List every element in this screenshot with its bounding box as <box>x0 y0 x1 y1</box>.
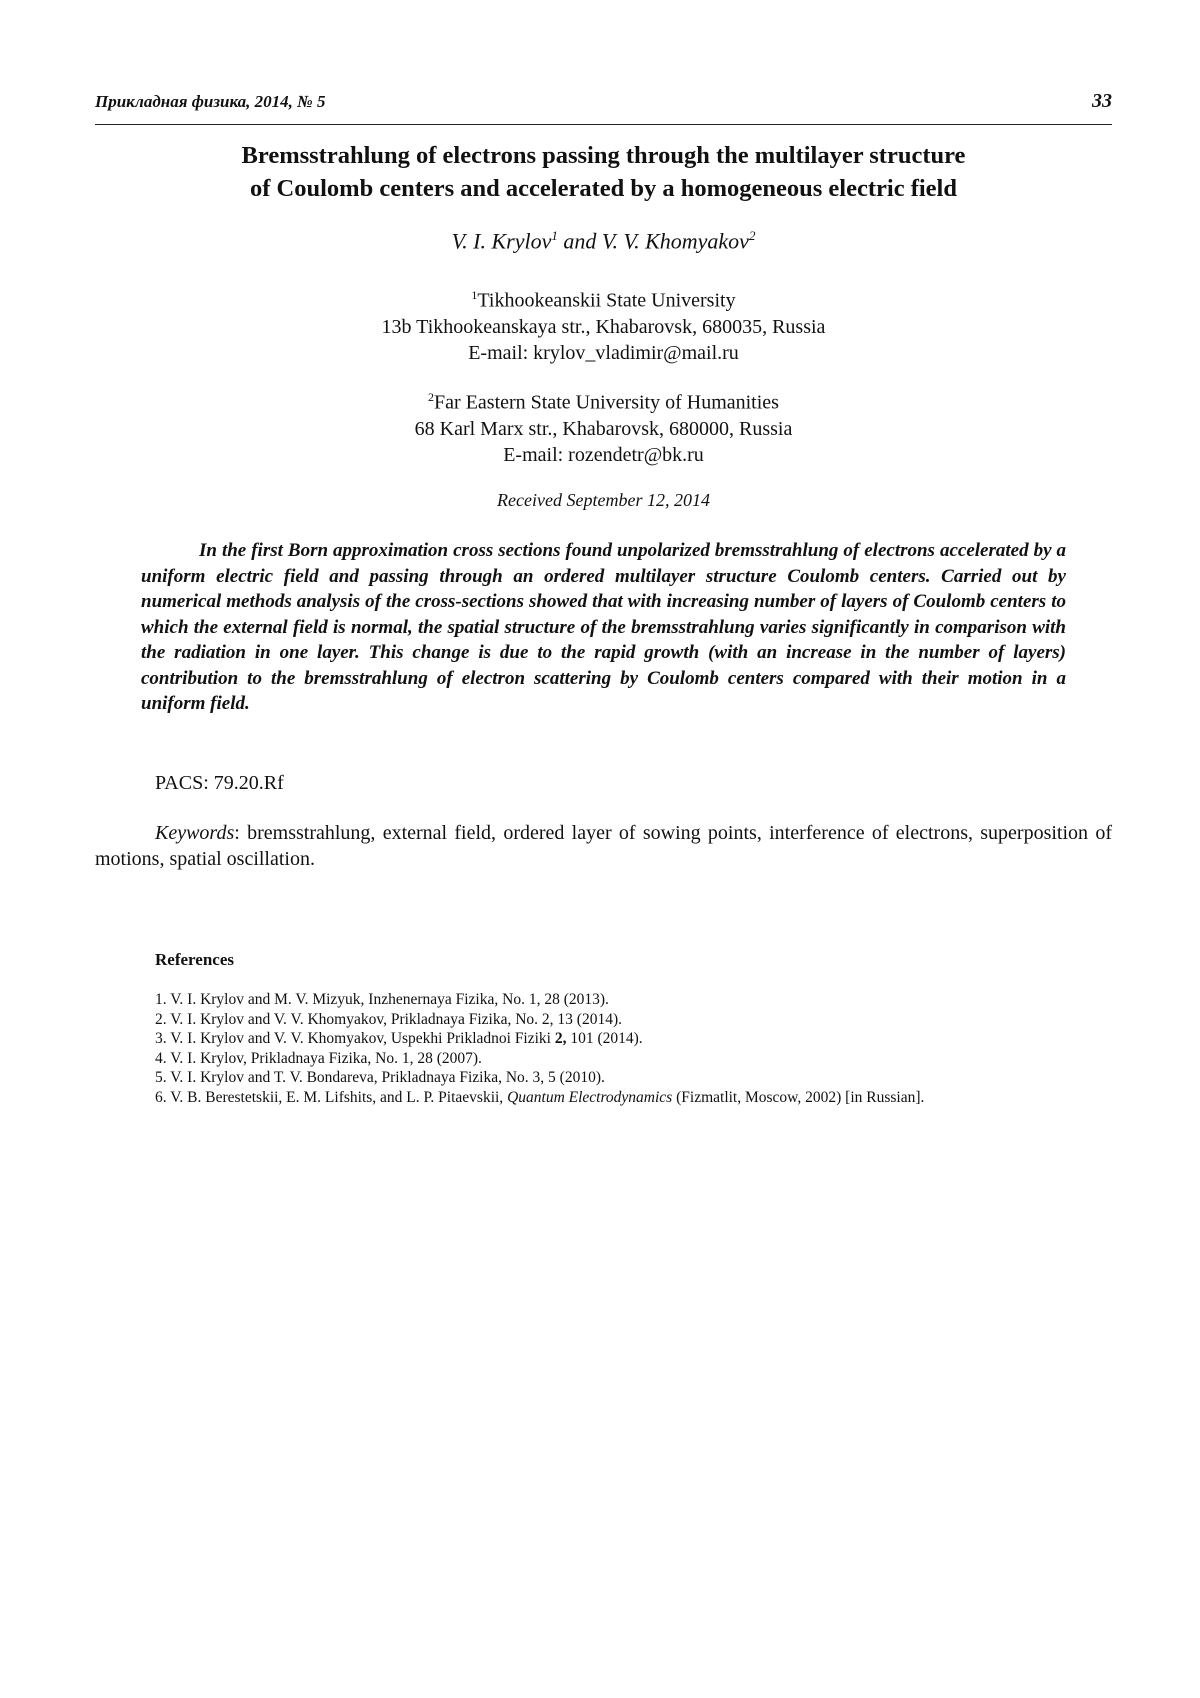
affiliation-1 <box>95 282 1112 366</box>
affiliation-1-name: Tikhookeanskii State University <box>477 289 736 312</box>
reference-item <box>155 1029 1115 1049</box>
references-heading: References <box>155 950 234 969</box>
keywords-label: Keywords <box>155 822 235 844</box>
reference-item: 1. V. I. Krylov and M. V. Mizyuk, Inzhenernaya Fizika, No. 1, 28 (2013). <box>155 991 609 1008</box>
title-line-2: of Coulomb centers and accelerated by a homogeneous electric field <box>250 175 957 202</box>
keywords-text: : bremsstrahlung, external field, ordered layer of sowing points, interference of electrons, superposition of motions, spatial oscillation. <box>95 822 1112 870</box>
reference-text: 3. V. I. Krylov and V. V. Khomyakov, Uspekhi Prikladnoi Fiziki <box>155 1030 555 1047</box>
affiliation-2 <box>95 384 1112 468</box>
author-conjunction: and <box>557 228 602 254</box>
abstract: In the first Born approximation cross sections found unpolarized bremsstrahlung of electrons accelerated by a uniform electric field and passing through an ordered multilayer structure Coulomb centers. Carried out by numerical methods analysis of the cross-sections showed that with increasing number of layers of Coulomb centers to which the external field is normal, the spatial structure of the bremsstrahlung varies significantly in comparison with the radiation in one layer. This change is due to the rapid growth (with an increase in the number of layers) contribution to the bremsstrahlung of electron scattering by Coulomb centers compared with their motion in a uniform field. <box>141 540 1066 714</box>
reference-text: 6. V. B. Berestetskii, E. M. Lifshits, and L. P. Pitaevskii, <box>155 1088 508 1106</box>
author-list <box>95 228 1112 254</box>
reference-text: (Fizmatlit, Moscow, 2002) [in Russian]. <box>672 1088 925 1106</box>
title-line-1: Bremsstrahlung of electrons passing through the multilayer structure <box>241 142 966 169</box>
running-header <box>95 90 1112 125</box>
pacs-code: PACS: 79.20.Rf <box>155 772 284 794</box>
affiliation-1-address: 13b Tikhookeanskaya str., Khabarovsk, 680035, Russia <box>381 315 826 338</box>
reference-item <box>155 1088 1115 1108</box>
affiliation-2-mark: 2 <box>428 390 435 404</box>
reference-book-title: Quantum Electrodynamics <box>507 1088 673 1106</box>
affiliation-1-email: E-mail: krylov_vladimir@mail.ru <box>468 341 739 364</box>
received-date: Received September 12, 2014 <box>497 490 710 510</box>
reference-item: 2. V. I. Krylov and V. V. Khomyakov, Prikladnaya Fizika, No. 2, 13 (2014). <box>155 1010 622 1028</box>
affiliation-2-email: E-mail: rozendetr@bk.ru <box>503 443 704 466</box>
author-2: V. V. Khomyakov <box>601 228 749 254</box>
author-1: V. I. Krylov <box>451 228 552 254</box>
author-2-affiliation-mark: 2 <box>748 228 756 243</box>
author-1-affiliation-mark: 1 <box>551 228 558 243</box>
affiliation-2-name: Far Eastern State University of Humanities <box>434 391 779 414</box>
affiliation-1-mark: 1 <box>471 288 478 302</box>
reference-list <box>155 990 1115 1107</box>
journal-name: Прикладная физика, 2014, № 5 <box>95 92 326 111</box>
paper-title <box>95 139 1112 205</box>
affiliation-2-address: 68 Karl Marx str., Khabarovsk, 680000, Russia <box>414 417 793 440</box>
keywords <box>95 820 1112 872</box>
reference-volume: 2, <box>554 1030 567 1047</box>
reference-item: 4. V. I. Krylov, Prikladnaya Fizika, No. 1, 28 (2007). <box>155 1049 482 1067</box>
page-number: 33 <box>1092 90 1112 112</box>
reference-item: 5. V. I. Krylov and T. V. Bondareva, Prikladnaya Fizika, No. 3, 5 (2010). <box>155 1069 605 1086</box>
reference-text: 101 (2014). <box>566 1030 643 1047</box>
